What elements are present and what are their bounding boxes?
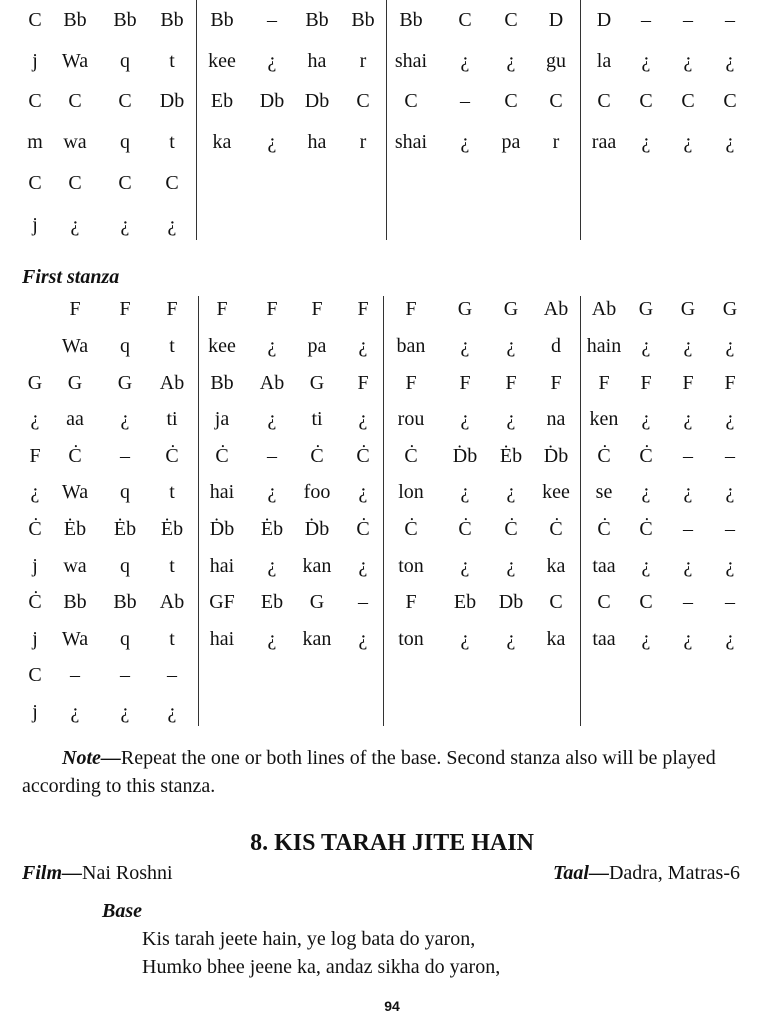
note-cell: F [640, 372, 652, 394]
lyrics-row [0, 551, 784, 581]
note-cell: F [405, 298, 417, 320]
note-cell: Ėb [113, 518, 137, 540]
note-cell: Ċ [597, 445, 611, 467]
taal-value: Dadra, Matras-6 [608, 862, 740, 884]
syllable-cell: r [552, 131, 560, 153]
syllable-cell: j [32, 555, 38, 577]
note-cell: F [459, 372, 471, 394]
note-cell: C [504, 9, 518, 31]
syllable-cell: ¿ [70, 214, 80, 236]
note-cell: Eb [210, 90, 234, 112]
syllable-cell: q [120, 555, 130, 577]
note-cell: G [67, 372, 83, 394]
syllable-cell: ¿ [725, 628, 735, 650]
note-cell: G [27, 372, 43, 394]
note-cell: C [639, 90, 653, 112]
note-cell: Bb [351, 9, 375, 31]
film-name: Nai Roshni [82, 862, 173, 884]
note-cell: F [682, 372, 694, 394]
note-cell: C [118, 90, 132, 112]
lyric-line: Kis tarah jeete hain, ye log bata do yaron, [142, 928, 476, 950]
note-cell: Eb [260, 591, 284, 613]
note-cell: Ċ [356, 445, 370, 467]
note-cell: Ab [259, 372, 285, 394]
film-info [22, 862, 173, 885]
syllable-cell: j [32, 628, 38, 650]
note-cell: Bb [210, 9, 234, 31]
syllable-cell: kee [542, 481, 570, 503]
note-cell: F [505, 372, 517, 394]
note-cell: Ḋb [543, 445, 569, 467]
syllable-cell: t [169, 555, 175, 577]
taal-info [553, 862, 740, 885]
note-cell: Ċ [504, 518, 518, 540]
note-cell: Bb [113, 9, 137, 31]
note-cell: F [357, 372, 369, 394]
note-cell: G [457, 298, 473, 320]
syllable-cell: kan [302, 555, 332, 577]
note-cell: Db [304, 90, 330, 112]
lyrics-row [0, 697, 784, 727]
syllable-cell: ¿ [120, 408, 130, 430]
note-cell: Ḋb [452, 445, 478, 467]
song-title: 8. KIS TARAH JITE HAIN [250, 830, 534, 856]
note-cell: C [68, 172, 82, 194]
note-cell: Ab [159, 372, 185, 394]
note-cell: F [357, 298, 369, 320]
note-cell: C [597, 90, 611, 112]
note-cell: C [549, 591, 563, 613]
note-cell: C [28, 172, 42, 194]
syllable-cell: ¿ [683, 131, 693, 153]
note-cell: F [598, 372, 610, 394]
syllable-cell: t [169, 628, 175, 650]
note-cell: Ċ [404, 445, 418, 467]
syllable-cell: ¿ [725, 131, 735, 153]
note-cell: – [725, 518, 735, 540]
note-cell: F [724, 372, 736, 394]
syllable-cell: ¿ [641, 50, 651, 72]
note-cell: C [68, 90, 82, 112]
syllable-cell: ¿ [358, 628, 368, 650]
note-cell: – [267, 9, 277, 31]
note-cell: Bb [113, 591, 137, 613]
note-cell: – [358, 591, 368, 613]
note-cell: Ċ [215, 445, 229, 467]
syllable-cell: ¿ [725, 555, 735, 577]
syllable-cell: taa [592, 628, 616, 650]
syllable-cell: ¿ [683, 628, 693, 650]
syllable-cell: ¿ [358, 408, 368, 430]
syllable-cell: j [32, 50, 38, 72]
note-cell: – [683, 518, 693, 540]
note-cell: G [638, 298, 654, 320]
notes-row [0, 441, 784, 471]
syllable-cell: gu [546, 50, 566, 72]
note-paragraph [22, 744, 742, 800]
note-cell: – [70, 664, 80, 686]
syllable-cell: ¿ [167, 214, 177, 236]
syllable-cell: ¿ [267, 335, 277, 357]
notes-row [0, 514, 784, 544]
syllable-cell: ka [546, 555, 566, 577]
note-cell: Bb [63, 9, 87, 31]
syllable-cell: ¿ [120, 214, 130, 236]
taal-label: Taal— [553, 862, 609, 884]
film-label: Film— [22, 862, 83, 884]
syllable-cell: t [169, 335, 175, 357]
note-cell: F [166, 298, 178, 320]
syllable-cell: q [120, 50, 130, 72]
syllable-cell: aa [66, 408, 84, 430]
note-cell: D [548, 9, 564, 31]
syllable-cell: ka [546, 628, 566, 650]
note-cell: F [216, 298, 228, 320]
syllable-cell: ¿ [30, 481, 40, 503]
note-cell: C [639, 591, 653, 613]
note-cell: Eb [453, 591, 477, 613]
note-cell: Db [159, 90, 185, 112]
syllable-cell: q [120, 335, 130, 357]
note-cell: G [117, 372, 133, 394]
syllable-cell: ¿ [460, 555, 470, 577]
syllable-cell: t [169, 131, 175, 153]
syllable-cell: ¿ [506, 555, 516, 577]
note-cell: – [120, 664, 130, 686]
lyrics-row [0, 331, 784, 361]
note-cell: C [458, 9, 472, 31]
note-cell: Db [498, 591, 524, 613]
note-cell: Ab [543, 298, 569, 320]
syllable-cell: ¿ [683, 50, 693, 72]
syllable-cell: Wa [61, 628, 89, 650]
note-cell: C [28, 9, 42, 31]
note-cell: C [681, 90, 695, 112]
syllable-cell: ¿ [506, 50, 516, 72]
syllable-cell: ¿ [725, 481, 735, 503]
syllable-cell: ¿ [460, 335, 470, 357]
syllable-cell: Wa [61, 50, 89, 72]
syllable-cell: hai [209, 628, 235, 650]
syllable-cell: ¿ [267, 628, 277, 650]
note-cell: – [120, 445, 130, 467]
syllable-cell: ¿ [506, 481, 516, 503]
syllable-cell: Wa [61, 481, 89, 503]
base-heading: Base [102, 900, 142, 922]
note-cell: Ċ [404, 518, 418, 540]
syllable-cell: ton [398, 555, 424, 577]
note-cell: Ċ [165, 445, 179, 467]
syllable-cell: ¿ [460, 481, 470, 503]
syllable-cell: ban [396, 335, 426, 357]
syllable-cell: ha [307, 131, 327, 153]
note-cell: G [722, 298, 738, 320]
syllable-cell: ja [214, 408, 230, 430]
syllable-cell: ¿ [267, 555, 277, 577]
note-cell: – [725, 591, 735, 613]
syllable-cell: ¿ [267, 408, 277, 430]
note-cell: C [404, 90, 418, 112]
syllable-cell: ¿ [641, 131, 651, 153]
note-cell: F [405, 591, 417, 613]
syllable-cell: ¿ [683, 481, 693, 503]
syllable-cell: ¿ [683, 555, 693, 577]
syllable-cell: ¿ [641, 481, 651, 503]
syllable-cell: hain [586, 335, 622, 357]
notes-row [0, 294, 784, 324]
syllable-cell: kee [208, 50, 236, 72]
note-cell: Ėb [63, 518, 87, 540]
lyrics-row [0, 404, 784, 434]
syllable-cell: ¿ [70, 701, 80, 723]
syllable-cell: ¿ [506, 335, 516, 357]
notes-row [0, 660, 784, 690]
note-cell: Bb [399, 9, 423, 31]
syllable-cell: ¿ [358, 481, 368, 503]
note-cell: C [28, 664, 42, 686]
note-cell: C [597, 591, 611, 613]
syllable-cell: se [595, 481, 613, 503]
note-cell: G [309, 591, 325, 613]
note-cell: Ċ [310, 445, 324, 467]
syllable-cell: ¿ [641, 335, 651, 357]
syllable-cell: q [120, 628, 130, 650]
note-cell: F [119, 298, 131, 320]
syllable-cell: ti [311, 408, 323, 430]
first-stanza-heading: First stanza [22, 266, 120, 288]
syllable-cell: wa [63, 555, 87, 577]
syllable-cell: ¿ [30, 408, 40, 430]
syllable-cell: m [27, 131, 43, 153]
syllable-cell: ka [212, 131, 232, 153]
syllable-cell: ¿ [460, 131, 470, 153]
note-cell: F [69, 298, 81, 320]
note-cell: D [596, 9, 612, 31]
note-cell: Ċ [356, 518, 370, 540]
syllable-cell: pa [307, 335, 327, 357]
note-cell: C [28, 90, 42, 112]
note-cell: GF [209, 591, 235, 613]
note-cell: Ab [159, 591, 185, 613]
notes-row [0, 587, 784, 617]
note-cell: Ėb [260, 518, 284, 540]
syllable-cell: ¿ [683, 335, 693, 357]
syllable-cell: kan [302, 628, 332, 650]
note-cell: G [309, 372, 325, 394]
note-cell: – [725, 445, 735, 467]
note-cell: – [683, 591, 693, 613]
note-cell: C [118, 172, 132, 194]
syllable-cell: ha [307, 50, 327, 72]
note-cell: C [504, 90, 518, 112]
syllable-cell: shai [394, 131, 428, 153]
syllable-cell: q [120, 481, 130, 503]
syllable-cell: rou [397, 408, 425, 430]
note-cell: Bb [160, 9, 184, 31]
note-cell: Ċ [28, 518, 42, 540]
syllable-cell: ¿ [460, 408, 470, 430]
syllable-cell: ¿ [641, 628, 651, 650]
syllable-cell: raa [591, 131, 617, 153]
note-cell: Ḋb [209, 518, 235, 540]
note-cell: F [29, 445, 41, 467]
syllable-cell: t [169, 50, 175, 72]
note-cell: – [460, 90, 470, 112]
note-cell: Bb [305, 9, 329, 31]
note-text: Repeat the one or both lines of the base. Second stanza also will be played according to this stanza. [22, 747, 716, 797]
syllable-cell: kee [208, 335, 236, 357]
note-cell: F [311, 298, 323, 320]
syllable-cell: hai [209, 481, 235, 503]
note-cell: Ċ [28, 591, 42, 613]
note-cell: C [356, 90, 370, 112]
syllable-cell: d [551, 335, 561, 357]
syllable-cell: ¿ [460, 50, 470, 72]
note-cell: – [267, 445, 277, 467]
syllable-cell: ken [589, 408, 619, 430]
note-cell: F [550, 372, 562, 394]
syllable-cell: ¿ [725, 408, 735, 430]
note-cell: Bb [63, 591, 87, 613]
note-cell: Ċ [68, 445, 82, 467]
syllable-cell: ti [166, 408, 178, 430]
syllable-cell: taa [592, 555, 616, 577]
syllable-cell: ¿ [725, 335, 735, 357]
note-cell: Ab [591, 298, 617, 320]
syllable-cell: foo [303, 481, 331, 503]
note-cell: G [503, 298, 519, 320]
syllable-cell: pa [501, 131, 521, 153]
note-cell: F [266, 298, 278, 320]
lyric-line: Humko bhee jeene ka, andaz sikha do yaron, [142, 956, 501, 978]
syllable-cell: ¿ [506, 628, 516, 650]
notes-row [0, 368, 784, 398]
syllable-cell: r [359, 131, 367, 153]
note-cell: Ċ [639, 445, 653, 467]
note-cell: C [723, 90, 737, 112]
syllable-cell: ¿ [358, 335, 368, 357]
lyrics-row [0, 477, 784, 507]
note-cell: C [165, 172, 179, 194]
syllable-cell: wa [63, 131, 87, 153]
syllable-cell: j [32, 214, 38, 236]
syllable-cell: ¿ [460, 628, 470, 650]
note-cell: – [683, 445, 693, 467]
page-number: 94 [384, 998, 400, 1014]
syllable-cell: na [546, 408, 566, 430]
note-cell: Ėb [499, 445, 523, 467]
syllable-cell: ¿ [167, 701, 177, 723]
syllable-cell: ¿ [267, 481, 277, 503]
note-cell: Ċ [549, 518, 563, 540]
syllable-cell: r [359, 50, 367, 72]
syllable-cell: ¿ [725, 50, 735, 72]
syllable-cell: ton [398, 628, 424, 650]
syllable-cell: ¿ [641, 555, 651, 577]
note-cell: – [167, 664, 177, 686]
syllable-cell: ¿ [267, 131, 277, 153]
note-label: Note— [62, 747, 121, 769]
note-cell: Ċ [639, 518, 653, 540]
syllable-cell: hai [209, 555, 235, 577]
note-cell: – [725, 9, 735, 31]
note-cell: – [641, 9, 651, 31]
note-cell: C [549, 90, 563, 112]
note-cell: G [680, 298, 696, 320]
syllable-cell: la [596, 50, 612, 72]
syllable-cell: ¿ [120, 701, 130, 723]
syllable-cell: shai [394, 50, 428, 72]
syllable-cell: ¿ [358, 555, 368, 577]
syllable-cell: ¿ [506, 408, 516, 430]
note-cell: F [405, 372, 417, 394]
note-cell: Bb [210, 372, 234, 394]
syllable-cell: ¿ [683, 408, 693, 430]
note-cell: Ċ [597, 518, 611, 540]
lyrics-row [0, 624, 784, 654]
syllable-cell: lon [398, 481, 424, 503]
syllable-cell: Wa [61, 335, 89, 357]
syllable-cell: q [120, 131, 130, 153]
syllable-cell: ¿ [267, 50, 277, 72]
syllable-cell: ¿ [641, 408, 651, 430]
syllable-cell: t [169, 481, 175, 503]
syllable-cell: j [32, 701, 38, 723]
note-cell: Ċ [458, 518, 472, 540]
note-cell: Ėb [160, 518, 184, 540]
note-cell: Ḋb [304, 518, 330, 540]
note-cell: – [683, 9, 693, 31]
note-cell: Db [259, 90, 285, 112]
